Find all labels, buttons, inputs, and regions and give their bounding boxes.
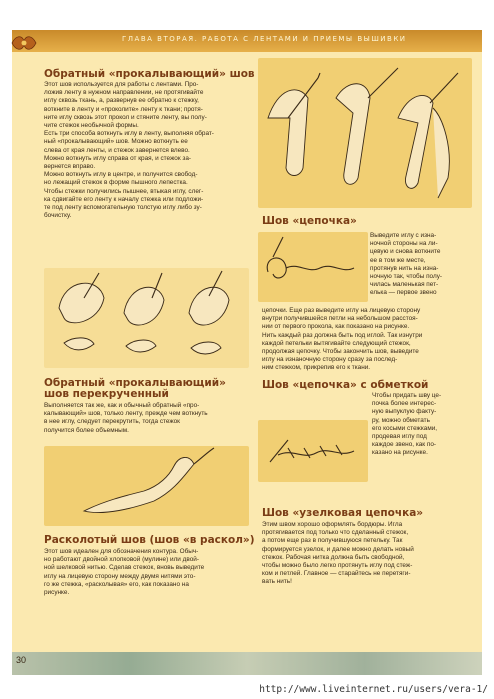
text-line: стежок. Рабочая нитка должна быть свободной, [262,553,405,561]
section-text-chain-narrow [370,232,475,298]
title-line: шов перекрученный [44,388,169,400]
section-text-split-stitch [44,548,254,597]
text-line: вать нить! [262,578,292,586]
text-line: Этот шов используется для работы с лентами. Про- [44,81,199,88]
source-url: http://www.liveinternet.ru/users/vera-1/ [259,684,488,695]
title-line: Обратный «прокалывающий» [44,377,226,389]
text-line: те под ленту вспомогательную толстую иглу либо зу- [44,204,202,212]
text-line: ним стежком, прикрепив его к ткани. [262,364,371,372]
text-line: чилась маленькая пет- [370,281,439,289]
text-line: слева от края ленты, и стежок завернется влево. [44,146,190,154]
text-line: вернется вправо. [44,163,96,171]
illustration-panel-twisted [44,446,249,526]
section-text-whipped-chain [372,392,477,458]
text-line: Чтобы стежки получились пышнее, втыкая иглу, слег- [44,187,204,195]
illustration-panel-reverse-stitch [258,58,472,208]
text-line: ночную так, чтобы полу- [370,273,443,281]
text-line: нии от первого прокола, как показано на рисунке. [262,323,410,331]
illustration-panel-chain [258,232,368,302]
section-text-reverse-stitch [44,81,254,220]
text-line: казано на рисунке. [372,449,428,457]
text-line: продолжая цепочку. Чтобы закончить шов, выведите [262,348,419,356]
text-line: ните иглу сквозь этот прокол и стяните ленту, вы полу- [44,113,207,121]
section-title-chain-stitch: Шов «цепочка» [262,215,357,227]
section-text-knotted-chain [262,521,476,587]
text-line: ее в том же месте, [370,256,426,264]
three-variants-illustration [44,268,249,368]
text-line: воткните в ленту и «проколите» ленту к ткани; протя- [44,105,203,113]
section-title-split-stitch: Расколотый шов (шов «в раскол») [44,534,255,546]
whipped-chain-illustration [258,420,368,482]
text-line: но лежащий стежок в форме пышного лепестка. [44,179,188,187]
text-line: бочистку. [44,212,72,220]
twisted-stitch-illustration [44,446,249,526]
text-line: чтобы можно было легко протянуть иглу под стеж- [262,562,413,570]
text-line: ложив ленту в нужном направлении, не протягивайте [44,89,204,97]
text-line: чите стежок необычной формы. [44,122,139,130]
text-line: рисунке. [44,589,70,597]
text-line: цепочки. Еще раз выведите иглу на лицевую сторону [262,307,421,314]
text-line: но работают двойной хлопковой (мулине) или двой- [44,556,199,564]
text-line: калывающий» шов, только ленту, прежде чем воткнуть [44,410,208,418]
section-text-chain-wide [262,307,474,373]
text-line: Этим швом хорошо оформлять бордюры. Игла [262,521,403,528]
text-line: ной шелковой нитью. Сделав стежок, вновь выведите [44,564,205,572]
text-line: Чтобы придать шву це- [372,392,442,399]
text-line: Выполняется так же, как и обычный обратный «про- [44,402,200,409]
text-line: каждое звено, как по- [372,441,437,449]
decorative-footer-strip [12,652,482,675]
text-line: Выведите иглу с изна- [370,232,437,239]
text-line: иглу на лицевую сторону между двумя нитями это- [44,572,196,580]
chain-stitch-illustration [258,232,368,302]
text-line: продевая иглу под [372,433,427,441]
text-line: ком и петлей. Главное — старайтесь не перетяги- [262,570,411,578]
ornament-icon [10,33,38,53]
text-line: Можно воткнуть иглу справа от края, и стежок за- [44,154,192,162]
text-line: иглу на изнаночную сторону сразу за послед- [262,356,398,364]
text-line: в нее иглу, следует перекрутить, тогда стежок [44,418,180,426]
illustration-panel-three-variants [44,268,249,368]
text-line: Нить каждый раз должна быть под иглой. Так изнутри [262,331,423,339]
text-line: его косыми стежками, [372,424,438,432]
section-title-reverse-stitch: Обратный «прокалывающий» шов [44,68,255,80]
chapter-title: ГЛАВА ВТОРАЯ. РАБОТА С ЛЕНТАМИ И ПРИЕМЫ ВЫШИВКИ [122,35,407,43]
chapter-header-bar [12,30,482,52]
text-line: Можно воткнуть иглу в центре, и получится свобод- [44,171,198,179]
section-text-twisted-stitch [44,402,254,435]
text-line: го же стежка, «расколывая» его, как показано на [44,580,189,588]
text-line: ка сдвигайте его ленту к началу стежка или подложи- [44,195,204,203]
text-line: иглу сквозь ткань, а, развернув ее обратно к стежку, [44,97,199,105]
text-line: каждой петельки вытягивайте следующий стежок, [262,339,411,347]
text-line: формируется узелок, и далее можно делать новый [262,545,414,553]
text-line: внутри получившейся петли на небольшом расстоя- [262,315,418,323]
text-line: протянув нить на изна- [370,264,439,272]
text-line: Есть три способа воткнуть иглу в ленту, выполняя обрат- [44,130,214,138]
text-line: Этот шов идеален для обозначения контура. Обыч- [44,548,199,555]
section-title-whipped-chain: Шов «цепочка» с обметкой [262,379,429,391]
text-line: получится более объемным. [44,426,129,434]
text-line: а потом еще раз в получившуюся петельку. Так [262,537,403,545]
section-title-knotted-chain: Шов «узелковая цепочка» [262,507,424,519]
text-line: протягивается под только что сделанный стежок, [262,529,409,537]
page-number: 30 [16,655,27,665]
text-line: цевую и снова воткните [370,248,441,256]
text-line: ную выпуклую факту- [372,408,437,416]
reverse-stitch-illustration [258,58,472,208]
text-line: ночной стороны на ли- [370,240,438,248]
text-line: ру, можно обметать [372,416,430,424]
section-title-twisted-stitch [44,378,226,400]
text-line: почка более интерес- [372,400,437,408]
illustration-panel-whipped-chain [258,420,368,482]
text-line: елька — первое звено [370,289,437,297]
text-line: ный «прокалывающий» шов. Можно воткнуть ее [44,138,188,146]
